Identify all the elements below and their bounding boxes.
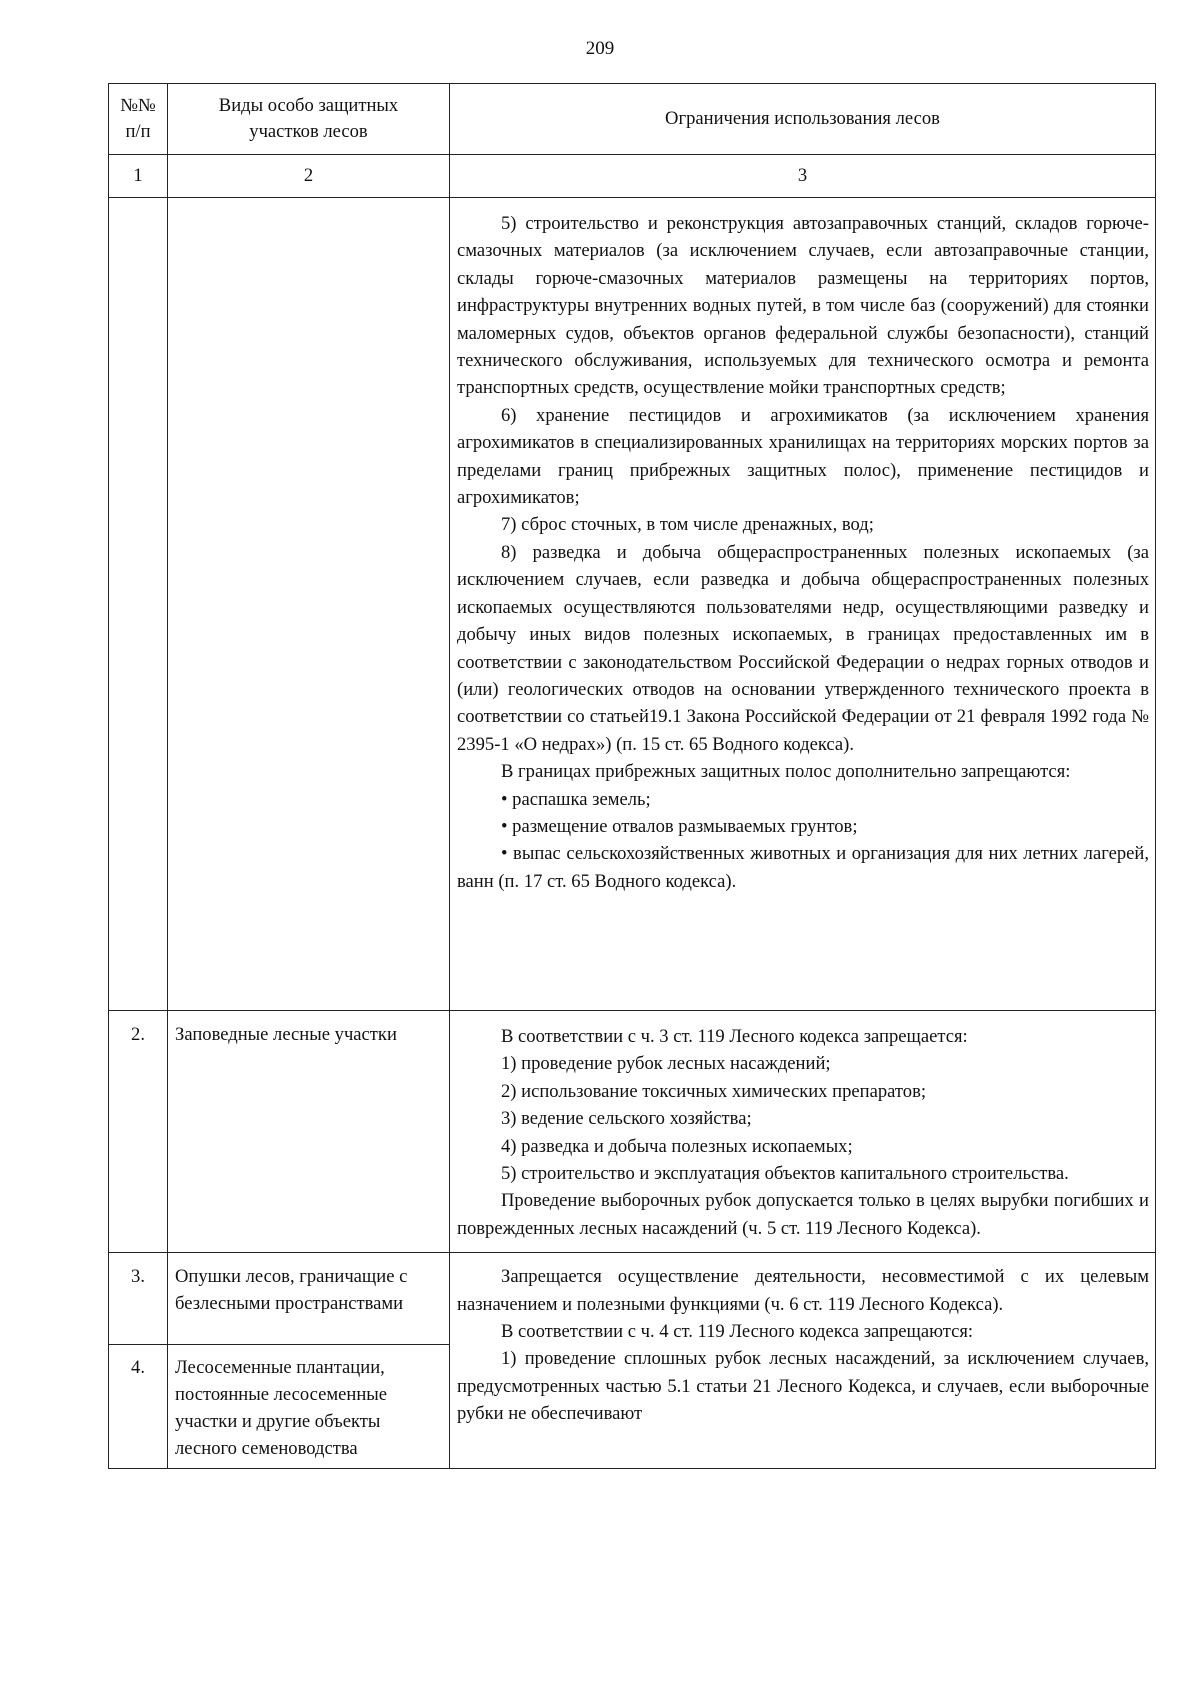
table-row [109, 1011, 1156, 1253]
row-kind [168, 198, 450, 1011]
paragraph: 5) строительство и реконструкция автозаправочных станций, складов горюче-смазочных материалов (за исключением случаев, если автозаправочные станции, склады горюче-смазочных материалов размещены на территориях портов, инфраструктуры внутренних водных путей, в том числе баз (сооружений) для стоянки маломерных судов, объектов органов федеральной службы безопасности), станций технического обслуживания, используемых для технического осмотра и ремонта транспортных средств, осуществление мойки транспортных средств; [457, 213, 1149, 399]
row-kind [168, 1253, 450, 1469]
row-restrictions [450, 1011, 1156, 1253]
column-number: 2 [168, 155, 450, 198]
row-restrictions [450, 1253, 1156, 1469]
row-kind: Заповедные лесные участки [168, 1011, 450, 1253]
row-number: 2. [109, 1011, 168, 1253]
paragraph: 1) проведение рубок лесных насаждений; [501, 1053, 831, 1075]
paragraph: 1) проведение сплошных рубок лесных насаждений, за исключением случаев, предусмотренных частью 5.1 статьи 21 Лесного Кодекса, и случаев, если выборочные рубки не обеспечивают [457, 1348, 1149, 1425]
paragraph: В границах прибрежных защитных полос дополнительно запрещаются: [501, 761, 1071, 783]
header-number: №№ п/п [109, 84, 168, 155]
page-number: 209 [585, 38, 615, 59]
header-restrictions: Ограничения использования лесов [450, 84, 1156, 155]
row-kind-3: Опушки лесов, граничащие с безлесными пространствами [175, 1266, 408, 1315]
paragraph: Запрещается осуществление деятельности, несовместимой с их целевым назначением и полезными функциями (ч. 6 ст. 119 Лесного Кодекса). [457, 1266, 1149, 1315]
paragraph: 4) разведка и добыча полезных ископаемых; [501, 1135, 853, 1157]
paragraph: 3) ведение сельского хозяйства; [501, 1108, 752, 1130]
header-kind: Виды особо защитных участков лесов [168, 84, 450, 155]
table-row [109, 198, 1156, 1011]
row-number-3: 3. [131, 1266, 145, 1288]
bullet-item: • распашка земель; [501, 788, 651, 810]
bullet-item: • размещение отвалов размываемых грунтов; [501, 815, 858, 837]
paragraph: В соответствии с ч. 4 ст. 119 Лесного кодекса запрещаются: [501, 1321, 974, 1343]
restrictions-table [108, 83, 1156, 1469]
row-number-4: 4. [131, 1357, 145, 1379]
paragraph: 8) разведка и добыча общераспространенных полезных ископаемых (за исключением случаев, если разведка и добыча общераспространенных полезных ископаемых осуществляются пользователями недр, осуществляющими разведку и добычу иных видов полезных ископаемых, в границах предоставленных им в соответствии с законодательством Российской Федерации о недрах горных отводов и (или) геологических отводов на основании утвержденного технического проекта в соответствии со статьей19.1 Закона Российской Федерации от 21 февраля 1992 года № 2395-1 «О недрах») (п. 15 ст. 65 Водного кодекса). [457, 541, 1149, 755]
column-numbers-row [109, 155, 1156, 198]
column-number: 1 [109, 155, 168, 198]
row-number [109, 198, 168, 1011]
paragraph: В соответствии с ч. 3 ст. 119 Лесного кодекса запрещается: [501, 1026, 968, 1047]
paragraph: Проведение выборочных рубок допускается только в целях вырубки погибших и поврежденных лесных насаждений (ч. 5 ст. 119 Лесного Кодекса). [457, 1190, 1149, 1239]
paragraph: 7) сброс сточных, в том числе дренажных, вод; [501, 514, 874, 536]
row-restrictions [450, 198, 1156, 1011]
bullet-item: • выпас сельскохозяйственных животных и организация для них летних лагерей, ванн (п. 17 ст. 65 Водного кодекса). [457, 843, 1149, 892]
table-row [109, 1253, 1156, 1469]
table-header-row [109, 84, 1156, 155]
paragraph: 2) использование токсичных химических препаратов; [501, 1080, 927, 1102]
row-kind-4: Лесосеменные плантации, постоянные лесосеменные участки и другие объекты лесного семеноводства [175, 1357, 388, 1460]
column-number: 3 [450, 155, 1156, 198]
row-number [109, 1253, 168, 1469]
paragraph: 5) строительство и эксплуатация объектов капитального строительства. [501, 1163, 1069, 1185]
paragraph: 6) хранение пестицидов и агрохимикатов (за исключением хранения агрохимикатов в специализированных хранилищах на территориях морских портов за пределами границ прибрежных защитных полос), применение пестицидов и агрохимикатов; [457, 404, 1149, 509]
